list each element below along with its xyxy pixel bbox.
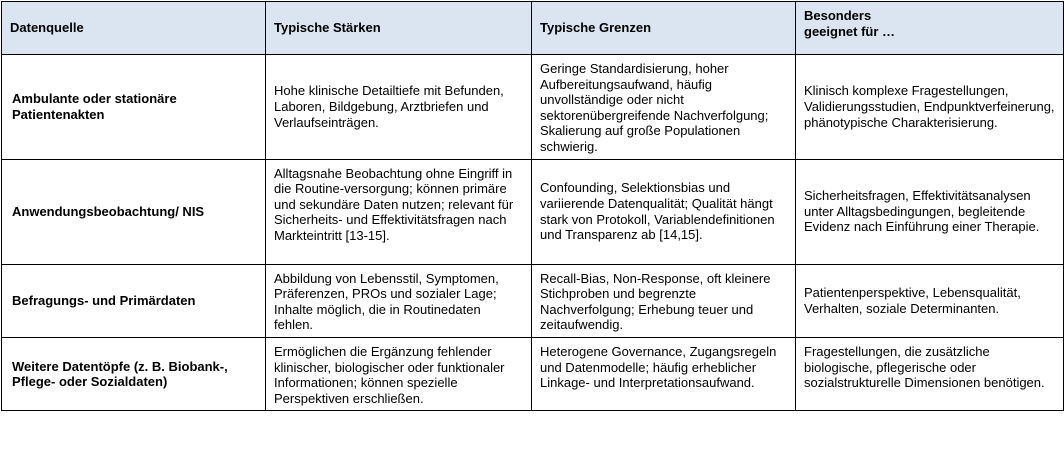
row-source: Weitere Datentöpfe (z. B. Biobank-, Pflege- oder Sozialdaten)	[2, 337, 266, 410]
table-row	[2, 159, 1064, 264]
table-row	[2, 55, 1064, 160]
table-row	[2, 337, 1064, 410]
data-sources-table	[1, 1, 1064, 411]
table-header-row	[2, 2, 1064, 55]
row-source: Anwendungsbeobachtung/ NIS	[2, 159, 266, 264]
row-source: Befragungs- und Primärdaten	[2, 264, 266, 337]
header-suited-line2: geeignet für …	[804, 23, 896, 39]
header-strengths: Typische Stärken	[266, 2, 532, 55]
row-strengths: Ermöglichen die Ergänzung fehlender klinischer, biologischer oder funktionaler Informationen; können spezielle Perspektiven erschließen.	[266, 337, 532, 410]
row-suited-for: Fragestellungen, die zusätzliche biologische, pflegerische oder sozialstrukturelle Dimensionen benötigen.	[796, 337, 1064, 410]
row-limits: Recall-Bias, Non-Response, oft kleinere Stichproben und begrenzte Nachverfolgung; Erhebung teuer und zeitaufwendig.	[532, 264, 796, 337]
header-limits: Typische Grenzen	[532, 2, 796, 55]
row-strengths: Hohe klinische Detailtiefe mit Befunden, Laboren, Bildgebung, Arztbriefen und Verlaufseinträgen.	[266, 55, 532, 160]
table-row	[2, 264, 1064, 337]
header-suited-line1: Besonders	[804, 8, 872, 23]
row-limits: Confounding, Selektionsbias und variierende Datenqualität; Qualität hängt stark von Protokoll, Variablendefinitionen und Transparenz ab [14,15].	[532, 159, 796, 264]
row-strengths: Abbildung von Lebensstil, Symptomen, Präferenzen, PROs und sozialer Lage; Inhalte möglich, die in Routinedaten fehlen.	[266, 264, 532, 337]
row-source: Ambulante oder stationäre Patientenakten	[2, 55, 266, 160]
row-suited-for: Klinisch komplexe Fragestellungen, Validierungsstudien, Endpunktverfeinerung, phänotypische Charakterisierung.	[796, 55, 1064, 160]
row-strengths: Alltagsnahe Beobachtung ohne Eingriff in die Routine-versorgung; können primäre und sekundäre Daten nutzen; relevant für Sicherheits- und Effektivitätsfragen nach Markteintritt [13-15].	[266, 159, 532, 264]
row-suited-for: Sicherheitsfragen, Effektivitätsanalysen unter Alltagsbedingungen, begleitende Evidenz nach Einführung einer Therapie.	[796, 159, 1064, 264]
row-suited-for: Patientenperspektive, Lebensqualität, Verhalten, soziale Determinanten.	[796, 264, 1064, 337]
header-source: Datenquelle	[2, 2, 266, 55]
row-limits: Geringe Standardisierung, hoher Aufbereitungsaufwand, häufig unvollständige oder nicht sektorenübergreifende Nachverfolgung; Skalierung auf große Populationen schwierig.	[532, 55, 796, 160]
header-suited-for	[796, 2, 1064, 55]
row-limits: Heterogene Governance, Zugangsregeln und Datenmodelle; häufig erheblicher Linkage- und Interpretationsaufwand.	[532, 337, 796, 410]
